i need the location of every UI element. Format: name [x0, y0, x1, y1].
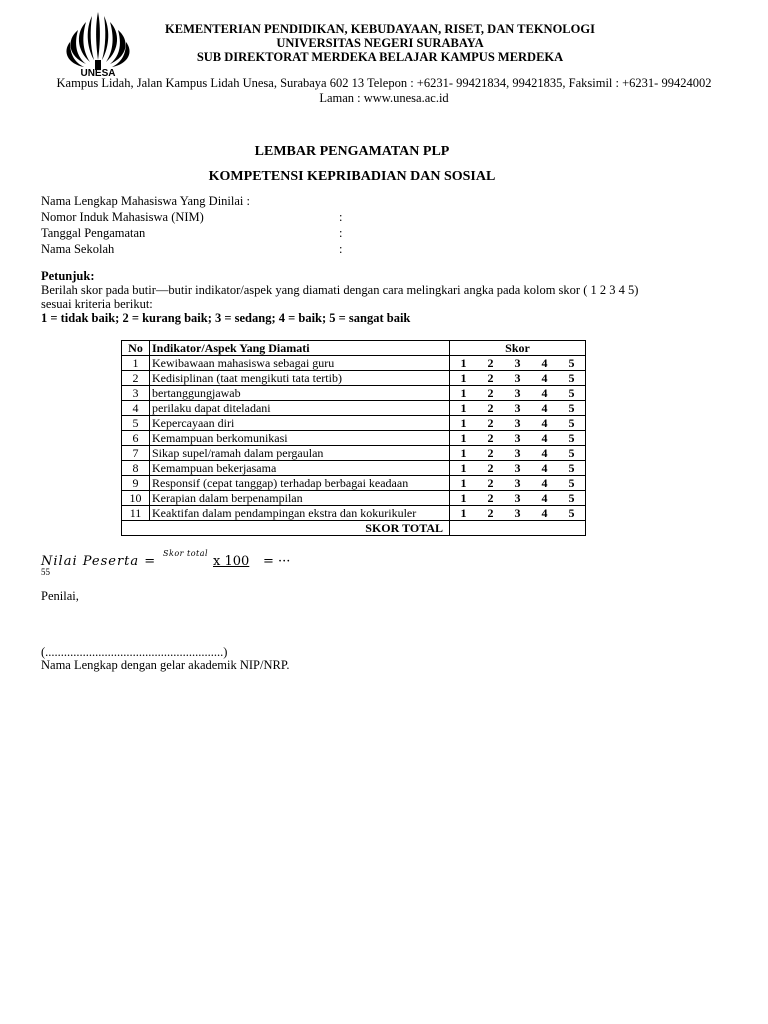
formula-denominator: 55 — [41, 567, 50, 577]
score-option-3[interactable]: 3 — [504, 416, 531, 431]
score-option-3[interactable]: 3 — [504, 491, 531, 506]
score-option-1[interactable]: 1 — [450, 431, 478, 446]
score-option-2[interactable]: 2 — [477, 371, 504, 386]
score-option-3[interactable]: 3 — [504, 461, 531, 476]
formula-numerator: Skor total — [163, 549, 209, 558]
instructions-line1: Berilah skor pada butir—butir indikator/aspek yang diamati dengan cara melingkari angka pada kolom skor ( 1 2 3 4 5) — [41, 283, 639, 297]
score-option-3[interactable]: 3 — [504, 506, 531, 521]
score-option-5[interactable]: 5 — [558, 356, 586, 371]
score-formula — [41, 549, 441, 579]
score-option-3[interactable]: 3 — [504, 371, 531, 386]
score-option-5[interactable]: 5 — [558, 461, 586, 476]
header-score: Skor — [450, 341, 586, 356]
field-date-colon: : — [339, 226, 343, 240]
score-table — [121, 340, 586, 536]
score-option-4[interactable]: 4 — [531, 431, 558, 446]
score-option-2[interactable]: 2 — [477, 446, 504, 461]
score-option-2[interactable]: 2 — [477, 356, 504, 371]
field-school-colon: : — [339, 242, 343, 256]
total-label: SKOR TOTAL — [122, 521, 450, 536]
address-line: Kampus Lidah, Jalan Kampus Lidah Unesa, Surabaya 602 13 Telepon : +6231- 99421834, 99421835, Faksimil : +6231- 99424002 — [56, 76, 712, 90]
table-row — [122, 371, 586, 386]
table-row — [122, 446, 586, 461]
score-option-2[interactable]: 2 — [477, 416, 504, 431]
instructions-heading: Petunjuk: — [41, 269, 95, 283]
table-row — [122, 461, 586, 476]
row-number: 9 — [122, 476, 150, 491]
score-option-1[interactable]: 1 — [450, 386, 478, 401]
score-option-1[interactable]: 1 — [450, 491, 478, 506]
score-option-2[interactable]: 2 — [477, 431, 504, 446]
score-option-5[interactable]: 5 — [558, 491, 586, 506]
row-indicator: Kerapian dalam berpenampilan — [150, 491, 450, 506]
score-option-4[interactable]: 4 — [531, 356, 558, 371]
formula-result: = ··· — [263, 554, 291, 569]
score-option-1[interactable]: 1 — [450, 446, 478, 461]
row-number: 4 — [122, 401, 150, 416]
score-option-2[interactable]: 2 — [477, 506, 504, 521]
document-subtitle: KOMPETENSI KEPRIBADIAN DAN SOSIAL — [208, 169, 496, 184]
score-option-4[interactable]: 4 — [531, 416, 558, 431]
score-option-2[interactable]: 2 — [477, 401, 504, 416]
score-option-5[interactable]: 5 — [558, 431, 586, 446]
row-indicator: Responsif (cepat tanggap) terhadap berbagai keadaan — [150, 476, 450, 491]
assessor-label: Penilai, — [41, 589, 79, 603]
instructions-line2: sesuai kriteria berikut: — [41, 297, 153, 311]
table-row — [122, 356, 586, 371]
score-option-3[interactable]: 3 — [504, 446, 531, 461]
score-option-4[interactable]: 4 — [531, 446, 558, 461]
row-number: 10 — [122, 491, 150, 506]
row-indicator: Kemampuan bekerjasama — [150, 461, 450, 476]
score-option-4[interactable]: 4 — [531, 386, 558, 401]
score-option-5[interactable]: 5 — [558, 401, 586, 416]
score-option-1[interactable]: 1 — [450, 476, 478, 491]
score-option-4[interactable]: 4 — [531, 476, 558, 491]
row-number: 7 — [122, 446, 150, 461]
score-option-2[interactable]: 2 — [477, 491, 504, 506]
score-option-2[interactable]: 2 — [477, 386, 504, 401]
table-row — [122, 401, 586, 416]
row-indicator: perilaku dapat diteladani — [150, 401, 450, 416]
score-option-4[interactable]: 4 — [531, 461, 558, 476]
row-number: 1 — [122, 356, 150, 371]
table-row — [122, 416, 586, 431]
score-option-5[interactable]: 5 — [558, 371, 586, 386]
row-number: 5 — [122, 416, 150, 431]
table-row — [122, 431, 586, 446]
field-date: Tanggal Pengamatan — [41, 226, 146, 240]
score-option-5[interactable]: 5 — [558, 446, 586, 461]
table-row — [122, 491, 586, 506]
score-option-5[interactable]: 5 — [558, 386, 586, 401]
total-score-cell[interactable] — [450, 521, 586, 536]
score-option-1[interactable]: 1 — [450, 356, 478, 371]
signature-name-caption: Nama Lengkap dengan gelar akademik NIP/NRP. — [41, 658, 290, 672]
table-header-row — [122, 341, 586, 356]
score-option-3[interactable]: 3 — [504, 431, 531, 446]
header-indicator: Indikator/Aspek Yang Diamati — [150, 341, 450, 356]
score-option-3[interactable]: 3 — [504, 401, 531, 416]
row-indicator: Kemampuan berkomunikasi — [150, 431, 450, 446]
row-number: 6 — [122, 431, 150, 446]
score-option-4[interactable]: 4 — [531, 491, 558, 506]
score-option-1[interactable]: 1 — [450, 416, 478, 431]
directorate-name: SUB DIREKTORAT MERDEKA BELAJAR KAMPUS MERDEKA — [196, 50, 564, 64]
address-block — [0, 76, 768, 105]
table-row — [122, 476, 586, 491]
row-indicator: Kedisiplinan (taat mengikuti tata tertib) — [150, 371, 450, 386]
score-option-3[interactable]: 3 — [504, 476, 531, 491]
row-indicator: Sikap supel/ramah dalam pergaulan — [150, 446, 450, 461]
logo-text: UNESA — [80, 68, 116, 79]
formula-lhs: Nilai Peserta = — [41, 554, 157, 569]
row-indicator: Kepercayaan diri — [150, 416, 450, 431]
row-number: 11 — [122, 506, 150, 521]
score-option-2[interactable]: 2 — [477, 461, 504, 476]
score-option-1[interactable]: 1 — [450, 371, 478, 386]
field-school: Nama Sekolah — [41, 242, 115, 256]
row-number: 2 — [122, 371, 150, 386]
field-student-name: Nama Lengkap Mahasiswa Yang Dinilai : — [41, 194, 250, 208]
instructions — [41, 269, 691, 325]
ministry-name: KEMENTERIAN PENDIDIKAN, KEBUDAYAAN, RISET, DAN TEKNOLOGI — [165, 22, 595, 36]
row-indicator: Kewibawaan mahasiswa sebagai guru — [150, 356, 450, 371]
formula-times: x 100 — [213, 554, 250, 569]
field-nim: Nomor Induk Mahasiswa (NIM) — [41, 210, 204, 224]
university-name: UNIVERSITAS NEGERI SURABAYA — [276, 36, 484, 50]
signature-line: (.........................................................) — [41, 645, 228, 659]
score-option-5[interactable]: 5 — [558, 476, 586, 491]
score-option-4[interactable]: 4 — [531, 401, 558, 416]
table-row — [122, 386, 586, 401]
score-option-3[interactable]: 3 — [504, 356, 531, 371]
total-row — [122, 521, 586, 536]
score-option-4[interactable]: 4 — [531, 371, 558, 386]
row-number: 3 — [122, 386, 150, 401]
header-no: No — [122, 341, 150, 356]
score-option-1[interactable]: 1 — [450, 461, 478, 476]
score-option-5[interactable]: 5 — [558, 416, 586, 431]
score-option-4[interactable]: 4 — [531, 506, 558, 521]
institution-header — [120, 22, 640, 64]
instructions-criteria: 1 = tidak baik; 2 = kurang baik; 3 = sedang; 4 = baik; 5 = sangat baik — [41, 311, 411, 325]
row-indicator: bertanggungjawab — [150, 386, 450, 401]
table-row — [122, 506, 586, 521]
row-number: 8 — [122, 461, 150, 476]
score-option-1[interactable]: 1 — [450, 506, 478, 521]
field-nim-colon: : — [339, 210, 343, 224]
score-option-5[interactable]: 5 — [558, 506, 586, 521]
website-line: Laman : www.unesa.ac.id — [319, 90, 449, 105]
row-indicator: Keaktifan dalam pendampingan ekstra dan kokurikuler — [150, 506, 450, 521]
score-option-2[interactable]: 2 — [477, 476, 504, 491]
document-title: LEMBAR PENGAMATAN PLP — [254, 144, 450, 159]
score-option-1[interactable]: 1 — [450, 401, 478, 416]
score-option-3[interactable]: 3 — [504, 386, 531, 401]
